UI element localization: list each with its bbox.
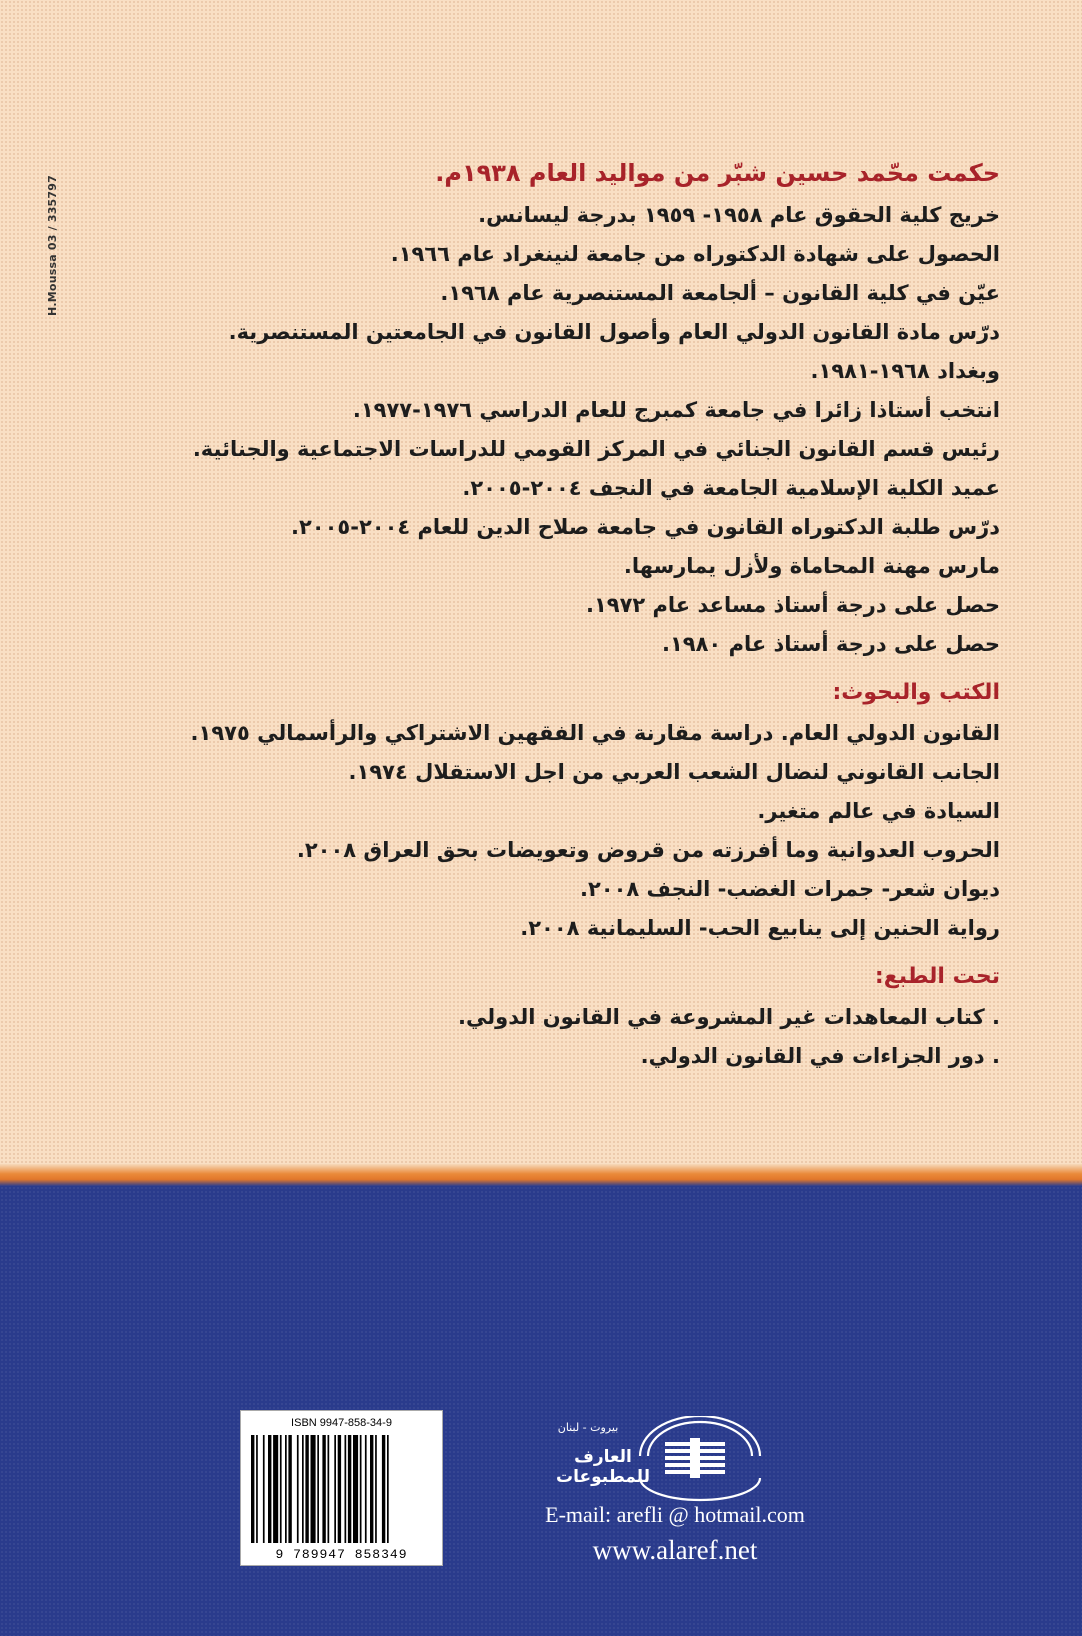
bio-line: خريج كلية الحقوق عام ١٩٥٨- ١٩٥٩ بدرجة ليسانس. xyxy=(478,203,1000,227)
publisher-email: E-mail: arefli @ hotmail.com xyxy=(545,1502,805,1527)
book-item: رواية الحنين إلى ينابيع الحب- السليمانية ٢٠٠٨. xyxy=(520,916,1000,940)
in-press-heading: تحت الطبع: xyxy=(874,964,1000,989)
lower-blue-panel xyxy=(0,1186,1082,1636)
publisher-website: www.alaref.net xyxy=(592,1535,758,1565)
publisher-name: العارف للمطبوعات xyxy=(556,1447,650,1487)
bio-line: درّس طلبة الدكتوراه القانون في جامعة صلاح الدين للعام ٢٠٠٤-٢٠٠٥. xyxy=(290,515,1000,539)
book-item: القانون الدولي العام. دراسة مقارنة في الفقهين الاشتراكي والرأسمالي ١٩٧٥. xyxy=(190,721,1000,745)
bio-line: وبغداد ١٩٦٨-١٩٨١. xyxy=(810,359,1000,383)
in-press-item: . دور الجزاءات في القانون الدولي. xyxy=(640,1044,1000,1068)
bio-line: انتخب أستاذا زائرا في جامعة كمبرج للعام الدراسي ١٩٧٦-١٩٧٧. xyxy=(352,398,1000,422)
bio-line: مارس مهنة المحاماة ولأزل يمارسها. xyxy=(623,554,1000,578)
bio-line: رئيس قسم القانون الجنائي في المركز القومي للدراسات الاجتماعية والجنائية. xyxy=(192,437,1000,461)
books-heading: الكتب والبحوث: xyxy=(832,680,1000,705)
isbn-barcode xyxy=(240,1410,443,1566)
bio-line: حصل على درجة أستاذ عام ١٩٨٠. xyxy=(662,632,1000,656)
bio-line: عيّن في كلية القانون – ألجامعة المستنصرية عام ١٩٦٨. xyxy=(440,281,1000,305)
isbn-digits: 9 789947 858349 xyxy=(275,1547,408,1562)
bio-line: درّس مادة القانون الدولي العام وأصول القانون في الجامعتين المستنصرية. xyxy=(228,320,1000,344)
bio-line: عميد الكلية الإسلامية الجامعة في النجف ٢٠٠٤-٢٠٠٥. xyxy=(462,476,1000,500)
author-bio-text xyxy=(100,150,1000,1076)
publisher-city: بيروت - لبنان xyxy=(557,1421,619,1434)
book-item: الجانب القانوني لنضال الشعب العربي من اجل الاستقلال ١٩٧٤. xyxy=(348,760,1000,784)
orange-divider-stripe xyxy=(0,1164,1082,1186)
barcode-bars xyxy=(251,1435,432,1543)
bio-line: حصل على درجة أستاذ مساعد عام ١٩٧٢. xyxy=(585,593,1000,617)
book-item: الحروب العدوانية وما أفرزته من قروض وتعويضات بحق العراق ٢٠٠٨. xyxy=(296,838,1000,862)
side-credit: H.Moussa 03 / 335797 xyxy=(46,175,59,316)
isbn-label: ISBN 9947-858-34-9 xyxy=(291,1417,392,1429)
bio-heading: حكمت محّمد حسين شبّر من مواليد العام ١٩٣٨م. xyxy=(435,159,1000,187)
in-press-item: . كتاب المعاهدات غير المشروعة في القانون الدولي. xyxy=(458,1005,1000,1029)
book-item: السيادة في عالم متغير. xyxy=(757,799,1000,823)
bio-line: الحصول على شهادة الدكتوراه من جامعة لنينغراد عام ١٩٦٦. xyxy=(390,242,1000,266)
book-item: ديوان شعر- جمرات الغضب- النجف ٢٠٠٨. xyxy=(579,877,1000,901)
